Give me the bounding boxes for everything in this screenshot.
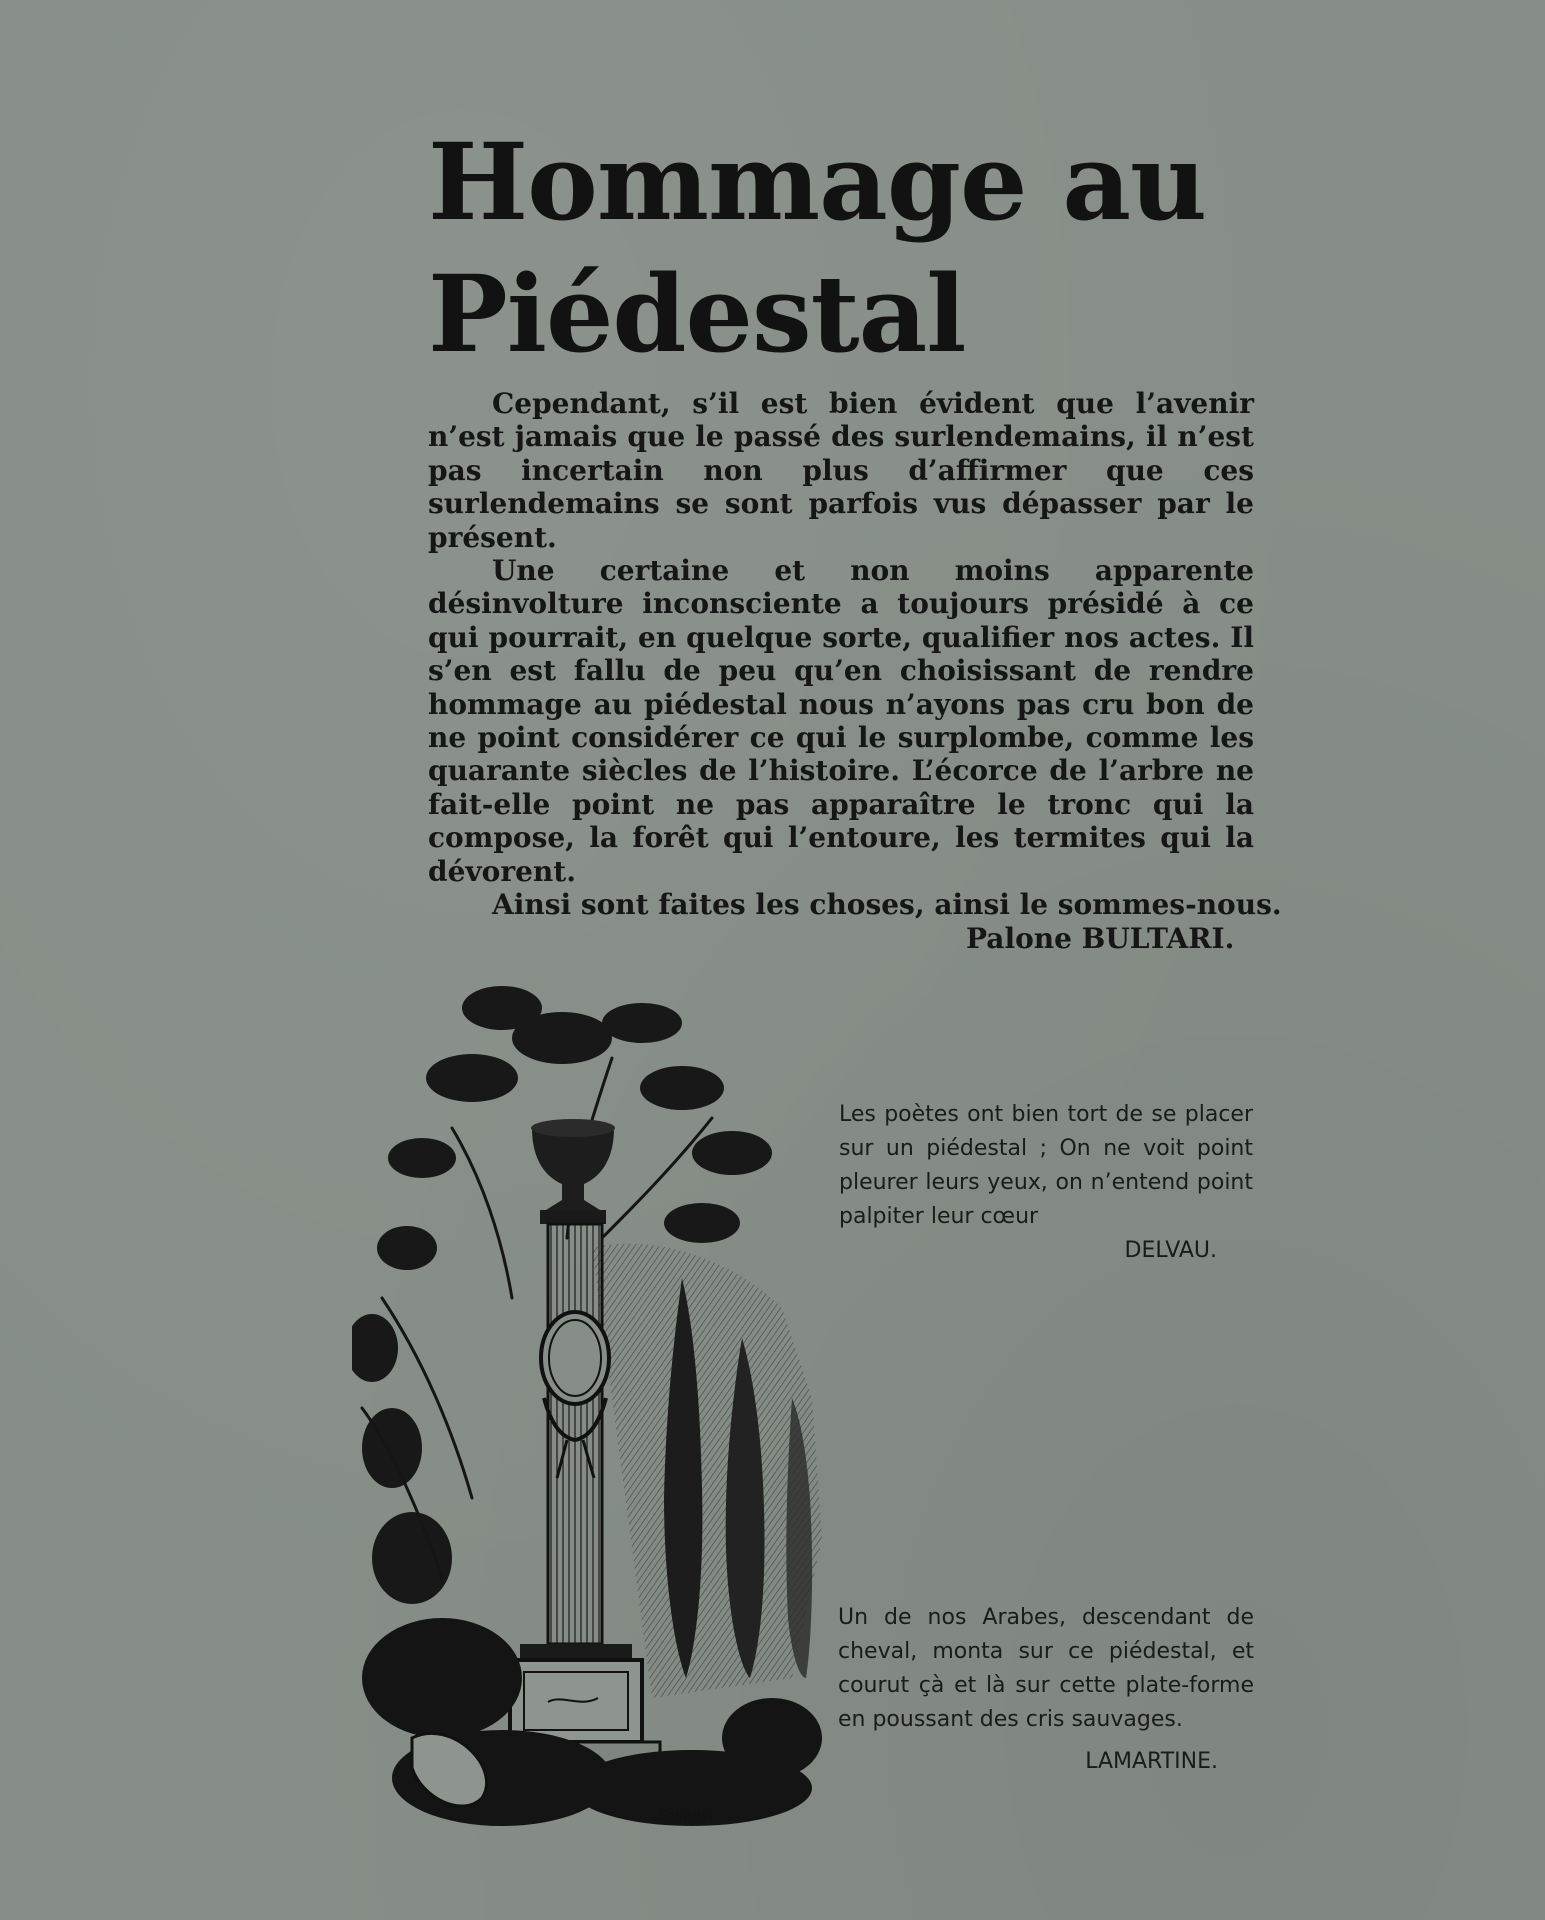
engraver-signature: Scheller bbox=[657, 1808, 716, 1824]
quote-delvau-author: DELVAU. bbox=[1124, 1238, 1217, 1263]
quote-delvau bbox=[839, 1098, 1253, 1268]
essay-paragraph-3: Ainsi sont faites les choses, ainsi le sommes-nous. bbox=[492, 888, 1282, 922]
title-line-1: Hommage au bbox=[428, 119, 1207, 244]
essay-text bbox=[428, 387, 1282, 955]
essay-signature: Palone BULTARI. bbox=[966, 921, 1235, 955]
page-title bbox=[428, 116, 1207, 380]
essay-paragraph-2: Une certaine et non moins apparente désinvolture inconsciente a toujours présidé à ce qui pourrait, en quelque sorte, qualifier nos actes. Il s’en est fallu de peu qu’en choisissant de rendre hommage au piédestal nous n’ayons pas cru bon de ne point considérer ce qui le surplombe, comme les quarante siècles de l’histoire. L’écorce de l’arbre ne fait-elle point ne pas apparaître le tronc qui la compose, la forêt qui l’entoure, les termites qui la dévorent. bbox=[428, 554, 1254, 888]
quote-delvau-text: Les poètes ont bien tort de se placer sur un piédestal ; On ne voit point pleurer leurs yeux, on n’entend point palpiter leur cœur bbox=[839, 1102, 1253, 1229]
title-line-2: Piédestal bbox=[428, 251, 966, 376]
essay-paragraph-1: Cependant, s’il est bien évident que l’avenir n’est jamais que le passé des surlendemains, il n’est pas incertain non plus d’affirmer que ces surlendemains se sont parfois vus dépasser par le présent. bbox=[428, 387, 1254, 554]
quote-lamartine-text: Un de nos Arabes, descendant de cheval, monta sur ce piédestal, et courut çà et là sur cette plate-forme en poussant des cris sauvages. bbox=[838, 1605, 1254, 1732]
pedestal-engraving-image bbox=[352, 978, 832, 1830]
pedestal-engraving bbox=[352, 978, 832, 1830]
quote-lamartine bbox=[838, 1601, 1254, 1779]
quote-lamartine-author: LAMARTINE. bbox=[1085, 1749, 1218, 1774]
